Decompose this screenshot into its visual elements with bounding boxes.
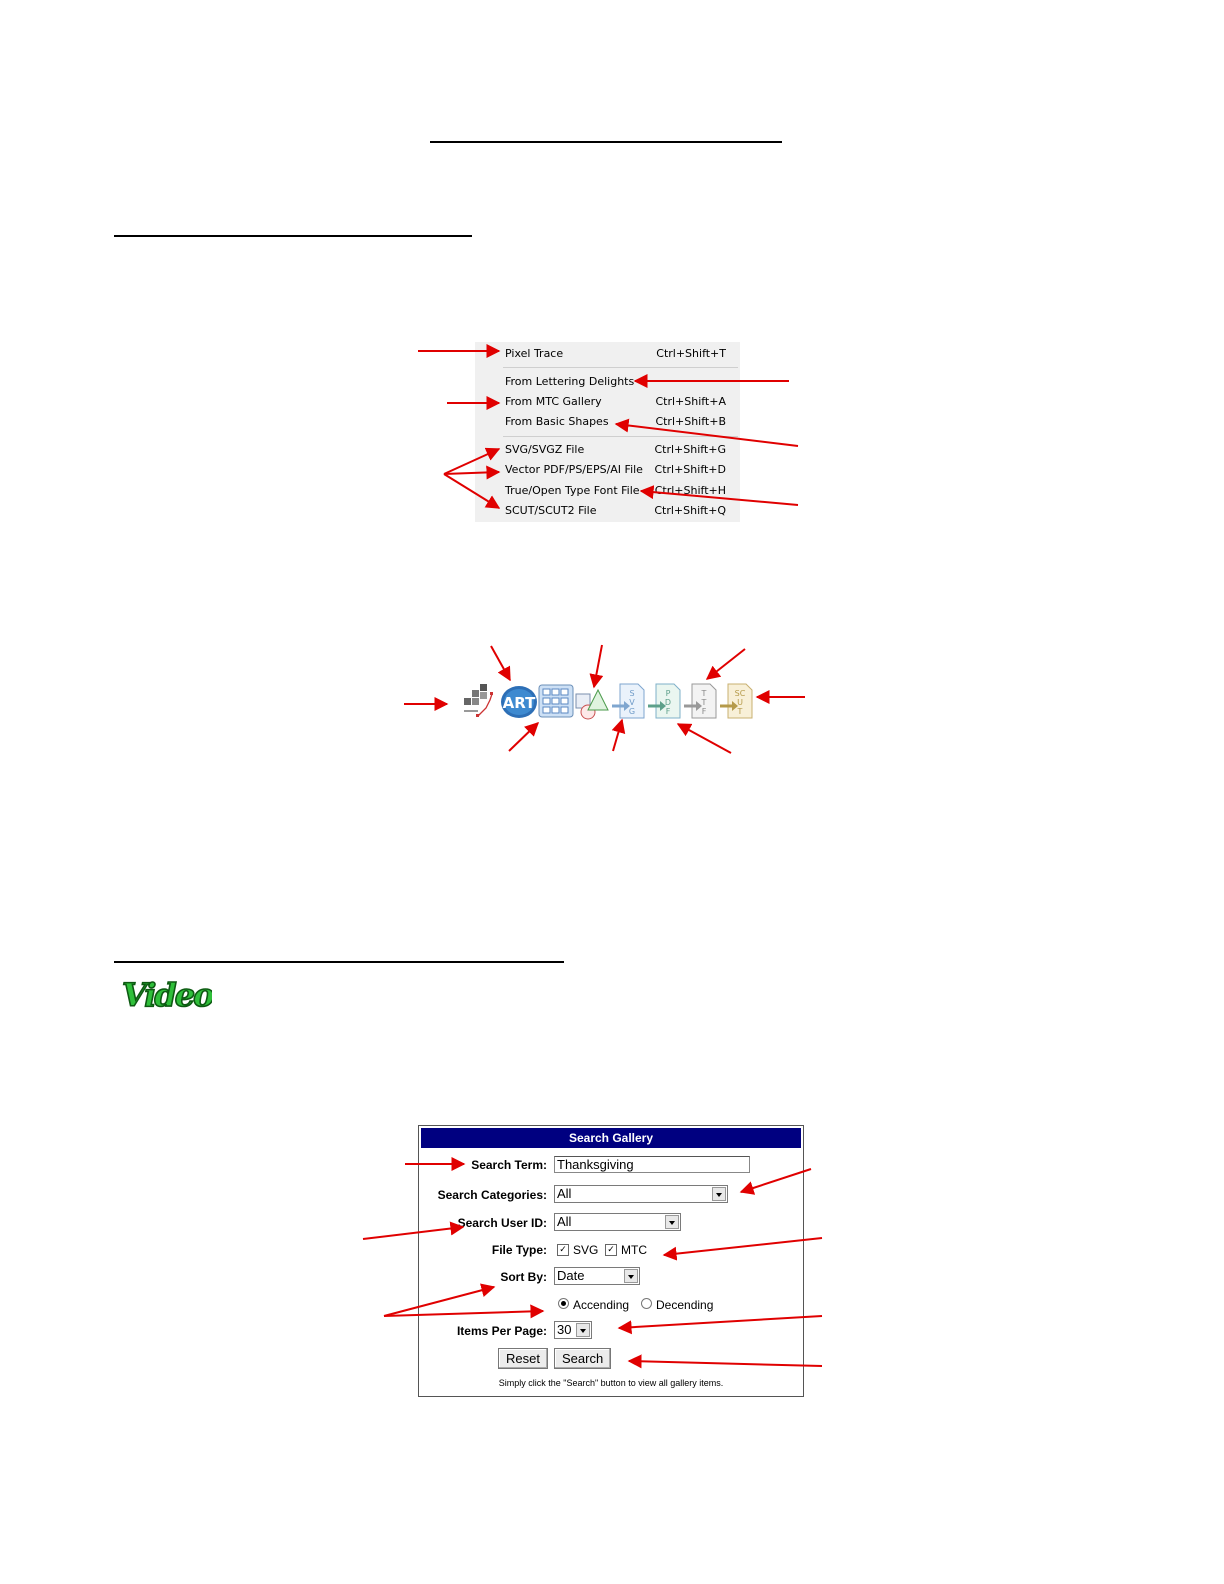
menu-item-shortcut: Ctrl+Shift+A — [655, 395, 726, 408]
scut-import-icon[interactable] — [720, 680, 756, 722]
menu-item-shortcut: Ctrl+Shift+D — [654, 463, 726, 476]
menu-item-lettering-delights[interactable] — [505, 373, 726, 389]
svg-text:T: T — [701, 698, 707, 707]
menu-item-label: From MTC Gallery — [505, 395, 602, 408]
search-hint: Simply click the "Search" button to view all gallery items. — [498, 1378, 724, 1388]
pixel-trace-icon[interactable] — [462, 680, 498, 722]
menu-separator — [503, 367, 738, 368]
decending-radio[interactable] — [641, 1298, 652, 1309]
section-underline-1 — [114, 235, 472, 237]
chevron-down-icon[interactable] — [712, 1187, 726, 1201]
menu-item-shortcut: Ctrl+Shift+B — [655, 415, 726, 428]
menu-item-label: Pixel Trace — [505, 347, 564, 360]
svg-text:SC: SC — [734, 689, 746, 698]
reset-button[interactable]: Reset — [498, 1348, 548, 1369]
menu-item-shortcut: Ctrl+Shift+H — [654, 484, 726, 497]
menu-item-shortcut: Ctrl+Shift+G — [654, 443, 726, 456]
accending-label: Accending — [573, 1298, 630, 1312]
basic-shapes-icon[interactable] — [574, 680, 614, 722]
menu-item-svg-file[interactable] — [505, 441, 726, 457]
menu-item-label: True/Open Type Font File — [505, 484, 640, 497]
svg-text:F: F — [665, 707, 671, 716]
svg-text:T: T — [737, 707, 743, 716]
video-logo-graphic — [120, 972, 212, 1016]
categories-label: Search Categories: — [437, 1188, 547, 1202]
search-gallery-dialog — [418, 1125, 804, 1397]
arrow — [613, 720, 622, 751]
arrow — [491, 646, 510, 680]
menu-item-label: SVG/SVGZ File — [505, 443, 585, 456]
svg-text:T: T — [701, 689, 707, 698]
menu-item-font-file[interactable] — [505, 482, 726, 498]
sort-by-value: Date — [557, 1268, 585, 1283]
arrow — [707, 649, 745, 679]
menu-item-label: Vector PDF/PS/EPS/AI File — [505, 463, 643, 476]
decending-label: Decending — [656, 1298, 714, 1312]
svg-text:D: D — [664, 698, 672, 707]
user-id-value: All — [557, 1214, 572, 1229]
user-id-label: Search User ID: — [457, 1216, 547, 1230]
menu-item-mtc-gallery[interactable] — [505, 393, 726, 409]
lettering-delights-icon[interactable] — [500, 680, 538, 722]
svg-import-icon[interactable] — [612, 680, 648, 722]
search-term-label: Search Term: — [471, 1158, 547, 1172]
items-per-page-select[interactable] — [554, 1321, 592, 1339]
chevron-down-icon[interactable] — [665, 1215, 679, 1229]
menu-item-shortcut: Ctrl+Shift+T — [656, 347, 726, 360]
categories-select[interactable] — [554, 1185, 728, 1203]
chevron-down-icon[interactable] — [624, 1269, 638, 1283]
search-button[interactable]: Search — [554, 1348, 611, 1369]
section-underline-2 — [114, 961, 564, 963]
svg-text:S: S — [629, 689, 635, 698]
svg-text:P: P — [665, 689, 671, 698]
items-per-page-value: 30 — [557, 1322, 572, 1337]
arrow — [509, 723, 538, 751]
mtc-gallery-icon[interactable] — [538, 680, 574, 722]
video-logo[interactable] — [120, 972, 212, 1020]
svg-text:U: U — [737, 698, 743, 707]
file-type-label: File Type: — [491, 1243, 547, 1257]
sort-by-select[interactable] — [554, 1267, 640, 1285]
title-underline — [430, 141, 782, 143]
svg-text:ART: ART — [502, 694, 536, 712]
menu-item-pixel-trace[interactable] — [505, 345, 726, 361]
menu-item-vector-pdf[interactable] — [505, 461, 726, 477]
menu-item-label: SCUT/SCUT2 File — [505, 504, 597, 517]
svg-text:G: G — [628, 707, 636, 716]
mtc-checkbox[interactable]: ✓ — [605, 1244, 617, 1256]
video-logo-text: Video — [122, 976, 212, 1014]
menu-separator — [503, 436, 738, 437]
mtc-checkbox-label: MTC — [621, 1243, 647, 1257]
svg-checkbox[interactable]: ✓ — [557, 1244, 569, 1256]
menu-item-label: From Lettering Delights — [505, 375, 635, 388]
svg-text:V: V — [629, 698, 635, 707]
categories-value: All — [557, 1186, 572, 1201]
user-id-select[interactable] — [554, 1213, 681, 1231]
pdf-import-icon[interactable] — [648, 680, 684, 722]
menu-item-label: From Basic Shapes — [505, 415, 609, 428]
svg-checkbox-label: SVG — [573, 1243, 599, 1257]
menu-item-basic-shapes[interactable] — [505, 413, 726, 429]
sort-by-label: Sort By: — [500, 1270, 547, 1284]
search-term-input[interactable]: Thanksgiving — [554, 1156, 750, 1173]
items-per-page-label: Items Per Page: — [456, 1324, 547, 1338]
import-toolbar — [460, 680, 760, 722]
arrow — [678, 724, 731, 753]
dialog-title: Search Gallery — [421, 1128, 801, 1148]
svg-text:F: F — [701, 707, 707, 716]
import-menu — [475, 342, 740, 522]
chevron-down-icon[interactable] — [576, 1323, 590, 1337]
ttf-import-icon[interactable] — [684, 680, 720, 722]
menu-item-shortcut: Ctrl+Shift+Q — [654, 504, 726, 517]
accending-radio[interactable] — [558, 1298, 569, 1309]
menu-item-scut-file[interactable] — [505, 502, 726, 518]
